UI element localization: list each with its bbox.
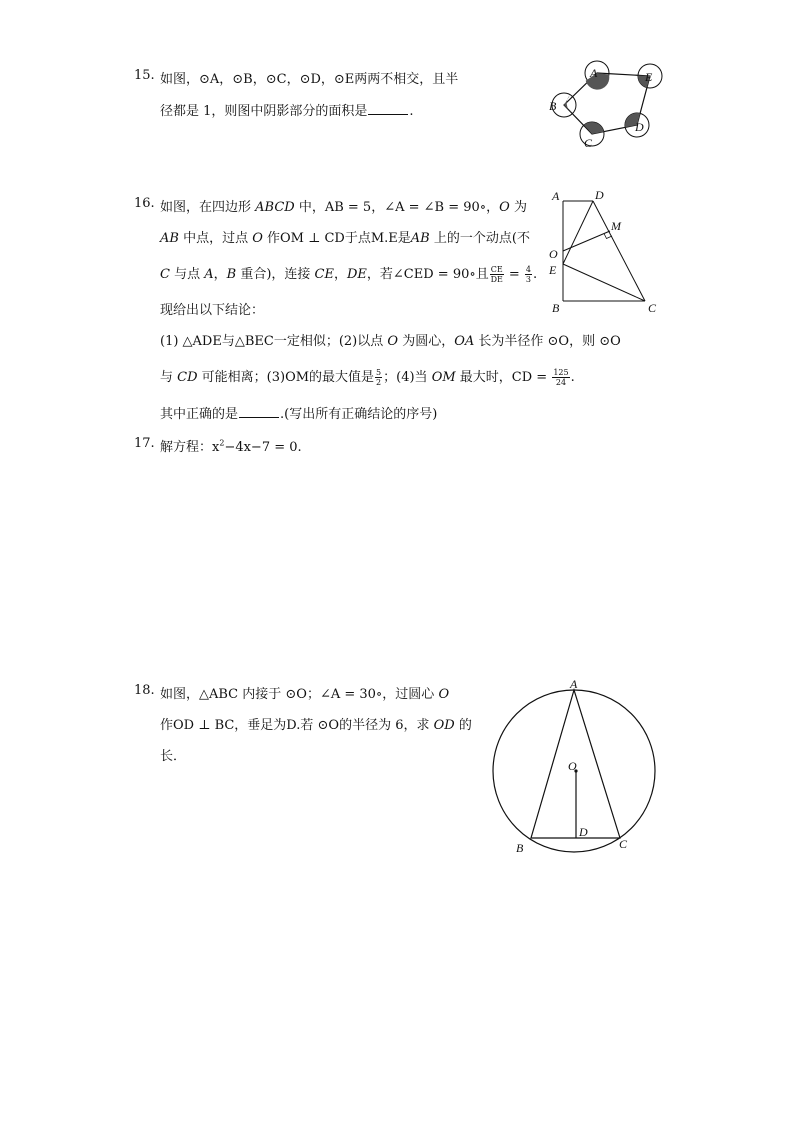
- answer-blank[interactable]: [368, 102, 408, 115]
- question-text-line: 现给出以下结论：: [160, 303, 265, 318]
- label-b: B: [516, 841, 524, 855]
- label-b: B: [552, 301, 560, 315]
- question-text-line: 径都是 1，则图中阴影部分的面积是 .: [160, 104, 414, 119]
- question-text-line: 其中正确的是 .(写出所有正确结论的序号): [160, 407, 438, 422]
- label-d: D: [595, 188, 604, 202]
- fraction-4-3: $\frac{4}{3}$: [525, 265, 531, 284]
- question-number: 16.: [134, 196, 155, 211]
- fraction-5-2: $\frac{5}{2}$: [376, 368, 382, 387]
- segment-de: [563, 201, 593, 264]
- segment-ce: [563, 264, 645, 301]
- inscribed-triangle-figure: [484, 674, 664, 859]
- label-e: E: [645, 70, 653, 84]
- quadrilateral-figure: [540, 184, 670, 319]
- label-o: O: [568, 759, 577, 773]
- label-c: C: [619, 837, 628, 851]
- question-text-line: 与 CD 可能相离；(3)OM的最大值是 $\frac{5}{2}$ ；(4)当 OM 最大时，CD = $\frac{125}{24}$ .: [160, 368, 575, 387]
- label-c: C: [584, 136, 593, 150]
- label-a: A: [590, 66, 598, 80]
- question-text-line: 如图，△ABC 内接于 ⊙O；∠A = 30∘，过圆心 O: [160, 687, 450, 702]
- side-cd: [593, 201, 645, 301]
- fraction-ce-de: $\frac{CE}{DE}$: [490, 265, 503, 284]
- shaded-sector-c: [584, 122, 604, 134]
- answer-blank[interactable]: [239, 405, 279, 418]
- pentagon-circles-figure: [540, 58, 670, 158]
- question-number: 17.: [134, 436, 155, 451]
- label-b: B: [549, 99, 557, 113]
- fraction-125-24: $\frac{125}{24}$: [553, 368, 569, 387]
- label-m: M: [611, 219, 621, 233]
- question-text-line: 作OD ⊥ BC，垂足为D.若 ⊙O的半径为 6，求 OD 的: [160, 718, 472, 733]
- label-e: E: [549, 263, 557, 277]
- question-number: 18.: [134, 683, 155, 698]
- question-text-line: 解方程：$x^2-4x-7 = 0$.: [160, 438, 302, 455]
- label-a: A: [552, 189, 560, 203]
- label-d: D: [579, 825, 588, 839]
- question-text-line: AB 中点，过点 O 作OM ⊥ CD于点M.E是AB 上的一个动点(不: [160, 231, 530, 246]
- label-a: A: [570, 677, 578, 691]
- label-c: C: [648, 301, 657, 315]
- question-text-line: (1) △ADE与△BEC一定相似；(2)以点 O 为圆心，OA 长为半径作 ⊙O，则 ⊙O: [160, 334, 621, 349]
- question-text-line: 如图，在四边形 ABCD 中，AB = 5，∠A = ∠B = 90∘，O 为: [160, 200, 527, 215]
- question-text-line: 如图，⊙A，⊙B，⊙C，⊙D，⊙E两两不相交，且半: [160, 72, 459, 87]
- question-text-line: C 与点 A，B 重合)，连接 CE，DE，若∠CED = 90∘且 $\frac{CE}{DE}$ = $\frac{4}{3}$ .: [160, 265, 538, 284]
- question-number: 15.: [134, 68, 155, 83]
- question-text-line: 长．: [160, 749, 187, 764]
- label-d: D: [635, 120, 644, 134]
- segment-om: [563, 231, 610, 251]
- label-o: O: [549, 247, 558, 261]
